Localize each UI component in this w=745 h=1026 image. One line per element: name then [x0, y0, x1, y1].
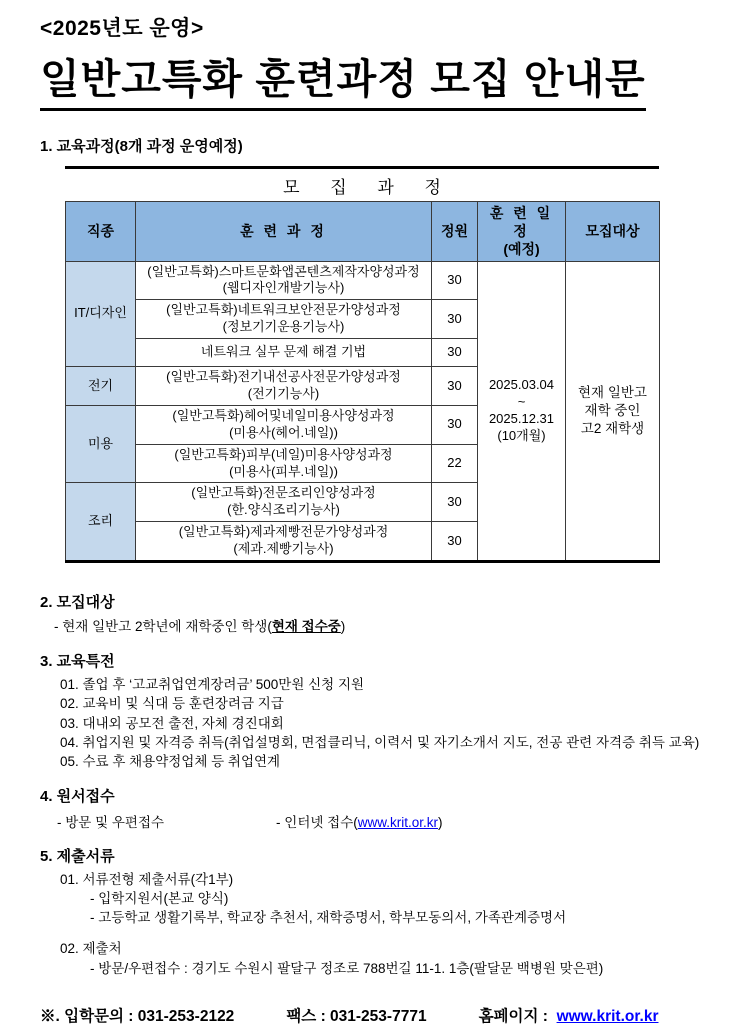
homepage-label: 홈페이지 :: [478, 1007, 548, 1025]
list-item: 04. 취업지원 및 자격증 취득(취업설명회, 면접클리닉, 이력서 및 자기소개서 지도, 전공 관련 자격증 취득 교육): [60, 734, 700, 750]
s2-status-badge: 현재 접수중: [271, 619, 341, 635]
section-5-list: [60, 870, 705, 978]
course-cert: (미용사(헤어.네일)): [229, 424, 338, 440]
course-name: (일반고특화)제과제빵전문가양성과정: [178, 524, 389, 540]
header-target: 모집대상: [566, 202, 660, 262]
course-cell: [136, 339, 432, 367]
header-schedule: [478, 202, 566, 262]
header-job: 직종: [66, 202, 136, 262]
job-cell-it: IT/디자인: [66, 261, 136, 367]
course-cert: (한.양식조리기능사): [227, 502, 340, 518]
list-item: - 입학지원서(본교 양식): [90, 891, 229, 907]
footer-contact: [40, 1004, 705, 1026]
job-cell-electric: 전기: [66, 367, 136, 406]
quota-cell: 30: [432, 483, 478, 522]
section-5-heading: 5. 제출서류: [40, 847, 115, 865]
quota-cell: 30: [432, 300, 478, 339]
homepage: [479, 1004, 659, 1026]
section-1-heading: 1. 교육과정(8개 과정 운영예정): [40, 138, 243, 155]
course-name: (일반고특화)전기내선공사전문가양성과정: [166, 369, 401, 385]
s2-text-suffix: ): [340, 619, 346, 635]
target-line3: 고2 재학생: [580, 420, 645, 436]
course-name: 네트워크 실무 문제 해결 기법: [200, 344, 367, 360]
recruit-table: [65, 201, 660, 563]
schedule-duration: (10개월): [497, 427, 546, 443]
course-cell: [136, 522, 432, 562]
course-name: (일반고특화)피부(네일)미용사양성과정: [174, 446, 393, 462]
quota-cell: 30: [432, 339, 478, 367]
table-title: 모 집 과 정: [283, 178, 454, 197]
job-cell-cooking: 조리: [66, 483, 136, 562]
job-cell-beauty: 미용: [66, 405, 136, 483]
quota-cell: 30: [432, 522, 478, 562]
fax-number: 팩스 : 031-253-7771: [286, 1007, 427, 1025]
course-cert: (전기기능사): [247, 386, 320, 402]
list-item: 02. 제출처: [60, 941, 122, 957]
course-name: (일반고특화)네트워크보안전문가양성과정: [166, 302, 401, 318]
krit-link[interactable]: www.krit.or.kr: [357, 814, 439, 830]
inquiry-phone: ※. 입학문의 : 031-253-2122: [40, 1007, 235, 1025]
apply-visit: - 방문 및 우편접수: [57, 814, 165, 830]
section-4-heading: 4. 원서접수: [40, 787, 115, 805]
list-item: - 방문/우편접수 : 경기도 수원시 팔달구 정조로 788번길 11-1. 1층(팔달문 백병원 맞은편): [90, 960, 604, 976]
sections: [40, 591, 705, 978]
schedule-start: 2025.03.04: [488, 377, 555, 393]
course-name: (일반고특화)전문조리인양성과정: [191, 485, 376, 501]
target-line1: 현재 일반고: [578, 385, 647, 401]
course-cell: [136, 444, 432, 483]
s2-text: - 현재 일반고 2학년에 재학중인 학생(: [54, 619, 272, 635]
page-title: 일반고특화 훈련과정 모집 안내문: [40, 46, 646, 111]
section-2-heading: 2. 모집대상: [40, 594, 115, 612]
course-name: (일반고특화)스마트문화앱콘텐츠제작자양성과정: [147, 263, 420, 279]
course-cell: [136, 261, 432, 300]
header-course: 훈 련 과 정: [136, 202, 432, 262]
list-item: 01. 서류전형 제출서류(각1부): [60, 871, 234, 887]
list-item: 03. 대내외 공모전 출전, 자체 경진대회: [60, 715, 284, 731]
target-line2: 재학 중인: [584, 403, 641, 419]
target-cell: [566, 261, 660, 561]
header-quota: 정원: [432, 202, 478, 262]
apply-internet-prefix: - 인터넷 접수(: [276, 814, 358, 830]
section-3-list: [60, 675, 705, 771]
quota-cell: 22: [432, 444, 478, 483]
section-4-line: [57, 811, 705, 831]
schedule-cell: [478, 261, 566, 561]
section-2-line: [54, 617, 705, 636]
course-cell: [136, 300, 432, 339]
list-item: 02. 교육비 및 식대 등 훈련장려금 지급: [60, 696, 284, 712]
recruit-table-block: [65, 166, 659, 563]
course-cert: (정보기기운용기능사): [222, 319, 345, 335]
schedule-tilde: ~: [517, 393, 526, 409]
course-name: (일반고특화)헤어및네일미용사양성과정: [172, 407, 395, 423]
table-row: [66, 261, 660, 300]
homepage-link[interactable]: www.krit.or.kr: [556, 1007, 659, 1025]
header-schedule-line1: 훈 련 일 정: [489, 205, 554, 240]
quota-cell: 30: [432, 405, 478, 444]
table-header-row: [66, 202, 660, 262]
course-cert: (웹디자인개발기능사): [222, 280, 345, 296]
doc-subtitle: <2025년도 운영>: [40, 17, 204, 40]
course-cert: (제과.제빵기능사): [233, 541, 334, 557]
apply-internet-suffix: ): [438, 814, 443, 830]
schedule-end: 2025.12.31: [488, 410, 555, 426]
course-cell: [136, 405, 432, 444]
quota-cell: 30: [432, 367, 478, 406]
header-schedule-line2: (예정): [503, 241, 540, 258]
section-3-heading: 3. 교육특전: [40, 653, 115, 671]
course-cell: [136, 483, 432, 522]
list-item: 01. 졸업 후 ‘고교취업연계장려금’ 500만원 신청 지원: [60, 677, 365, 693]
list-item: - 고등학교 생활기록부, 학교장 추천서, 재학증명서, 학부모동의서, 가족관계증명서: [90, 910, 567, 926]
course-cell: [136, 367, 432, 406]
course-cert: (미용사(피부.네일)): [229, 463, 338, 479]
apply-internet: [276, 811, 442, 831]
quota-cell: 30: [432, 261, 478, 300]
list-item: 05. 수료 후 채용약정업체 등 취업연계: [60, 753, 281, 769]
